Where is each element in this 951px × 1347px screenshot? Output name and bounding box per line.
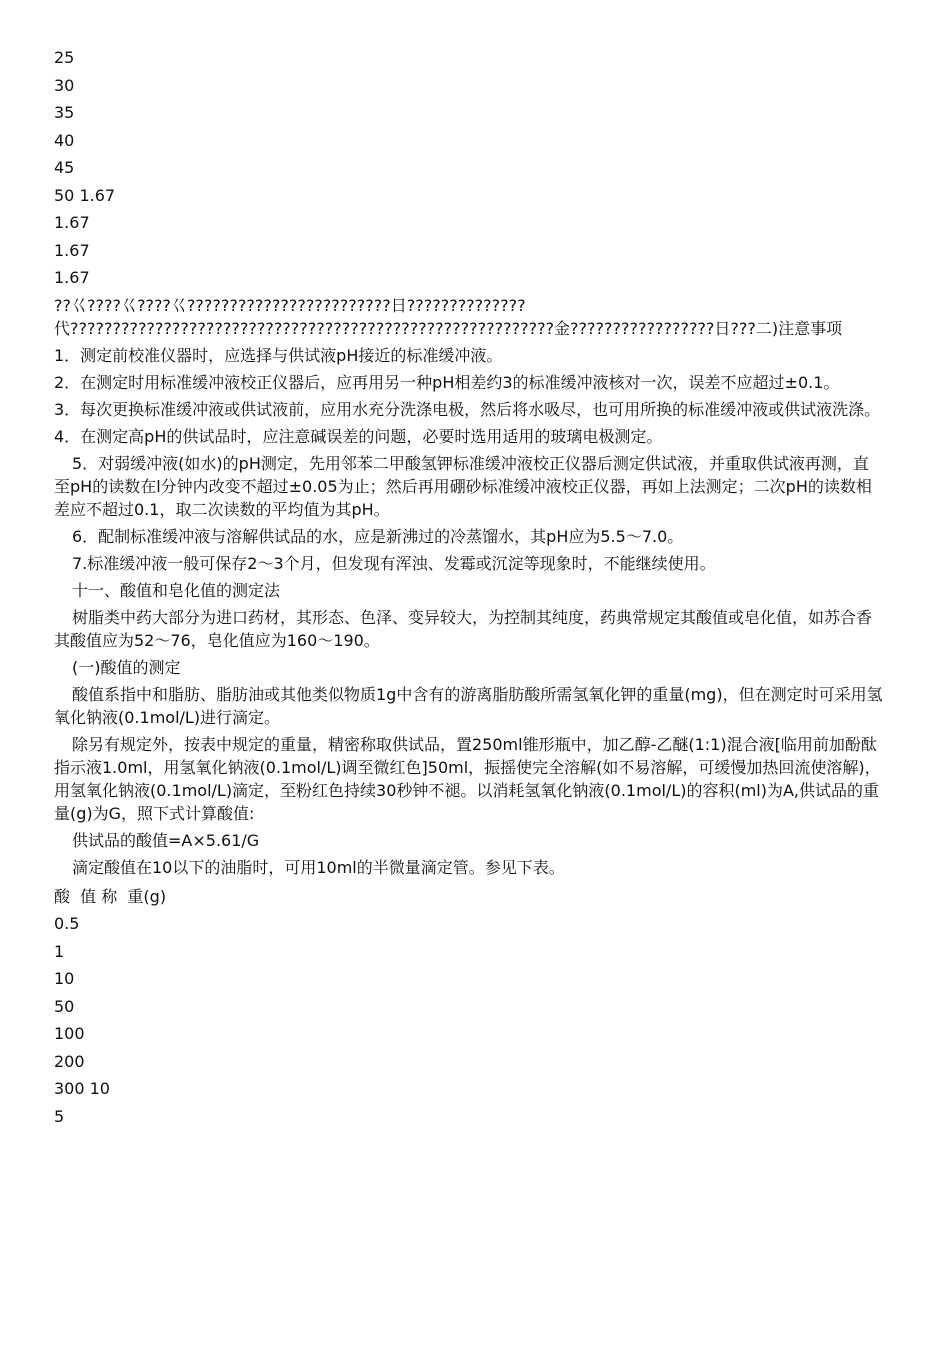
list-item: 100 — [54, 1024, 85, 1043]
list-item: 1.67 — [54, 268, 90, 287]
list-item: 1 — [54, 941, 65, 961]
table-header: 酸 值 称 重(g) — [54, 886, 167, 906]
note-item: 6．配制标准缓冲液与溶解供试品的水，应是新沸过的冷蒸馏水，其pH应为5.5～7.0。 — [72, 526, 684, 546]
list-item: 25 — [54, 48, 75, 67]
note-item: 2．在测定时用标准缓冲液校正仪器后，应再用另一种pH相差约3的标准缓冲液核对一次，误差不应超过±0.1。 — [54, 372, 840, 392]
list-item: 10 — [54, 969, 75, 988]
note-item: 7.标准缓冲液一般可保存2～3个月，但发现有浑浊、发霉或沉淀等现象时，不能继续使用。 — [72, 553, 716, 573]
list-item: 30 — [54, 75, 75, 95]
subsection-title: (一)酸值的测定 — [72, 657, 181, 677]
note-item: 1．测定前校准仪器时，应选择与供试液pH接近的标准缓冲液。 — [54, 345, 503, 365]
garbled-heading: ??巜????巜????巜????????????????????????日??????????????代?????????????????????????????????????????????????????????金?????????????????日???二)注意事项 — [54, 295, 843, 338]
list-item: 300 10 — [54, 1079, 110, 1098]
table-note: 滴定酸值在10以下的油脂时，可用10ml的半微量滴定管。参见下表。 — [72, 857, 565, 877]
bottom-value-list — [54, 910, 891, 1130]
list-item: 50 1.67 — [54, 185, 116, 205]
note-item: 4．在测定高pH的供试品时，应注意碱误差的问题，必要时选用适用的玻璃电极测定。 — [54, 426, 663, 446]
list-item: 1.67 — [54, 213, 90, 232]
list-item: 40 — [54, 130, 75, 150]
list-item: 0.5 — [54, 914, 80, 933]
formula: 供试品的酸值=A×5.61/G — [72, 830, 260, 850]
list-item: 200 — [54, 1051, 85, 1071]
notes-list — [54, 344, 891, 575]
list-item: 1.67 — [54, 240, 90, 260]
list-item: 35 — [54, 103, 75, 122]
section-title: 十一、酸值和皂化值的测定法 — [72, 580, 281, 600]
list-item: 45 — [54, 158, 75, 177]
intro-paragraph: 树脂类中药大部分为进口药材，其形态、色泽、变异较大，为控制其纯度，药典常规定其酸值或皂化值，如苏合香其酸值应为52～76，皂化值应为160～190。 — [54, 607, 873, 650]
list-item: 50 — [54, 996, 75, 1016]
procedure-paragraph: 除另有规定外，按表中规定的重量，精密称取供试品，置250ml锥形瓶中，加乙醇-乙醚(1:1)混合液[临用前加酚酞指示液1.0ml，用氢氧化钠液(0.1mol/L)调至微红色]50ml，振摇使完全溶解(如不易溶解，可缓慢加热回流使溶解)，用氢氧化钠液(0.1mol/L)滴定，至粉红色持续30秒钟不褪。以消耗氢氧化钠液(0.1mol/L)的容积(ml)为A,供试品的重量(g)为G，照下式计算酸值: — [54, 734, 881, 823]
top-value-list — [54, 44, 891, 292]
list-item: 5 — [54, 1106, 65, 1126]
definition-paragraph: 酸值系指中和脂肪、脂肪油或其他类似物质1g中含有的游离脂肪酸所需氢氧化钾的重量(mg)，但在测定时可采用氢氧化钠液(0.1mol/L)进行滴定。 — [54, 684, 883, 727]
note-item: 5．对弱缓冲液(如水)的pH测定，先用邻苯二甲酸氢钾标准缓冲液校正仪器后测定供试液，并重取供试液再测，直至pH的读数在l分钟内改变不超过±0.05为止；然后再用硼砂标准缓冲液校正仪器，再如上法测定；二次pH的读数相差应不超过0.1，取二次读数的平均值为其pH。 — [54, 453, 872, 519]
note-item: 3．每次更换标准缓冲液或供试液前，应用水充分洗涤电极，然后将水吸尽，也可用所换的标准缓冲液或供试液洗涤。 — [54, 399, 881, 419]
